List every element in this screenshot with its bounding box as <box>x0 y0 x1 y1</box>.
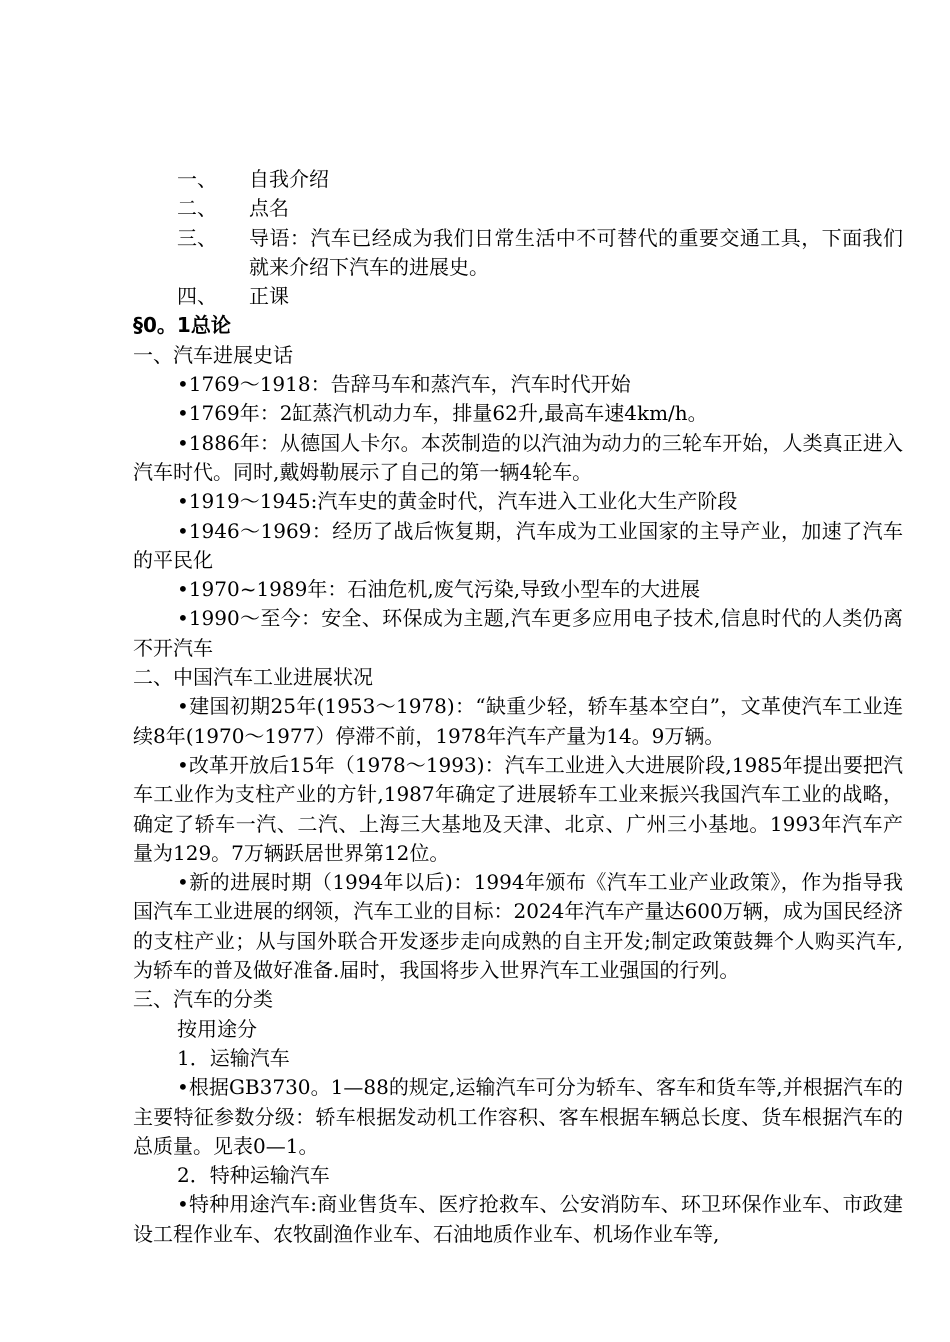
intro-item-number: 二、 <box>177 196 217 221</box>
china-bullet: •改革开放后15年（1978～1993)：汽车工业进入大进展阶段,1985年提出要把汽车工业作为支柱产业的方针,1987年确定了进展轿车工业来振兴我国汽车工业的战略，确定了轿车一汽、二汽、上海三大基地及天津、北京、广州三小基地。1993年汽车产量为129。7万辆跃居世界第12位。 <box>133 752 903 865</box>
intro-item-number: 三、 <box>177 225 217 250</box>
part2-heading: 二、中国汽车工业进展状况 <box>133 665 373 690</box>
history-bullet: •1946～1969：经历了战后恢复期，汽车成为工业国家的主导产业，加速了汽车的平民化 <box>133 518 903 572</box>
transport-vehicle-bullet: •根据GB3730。1—88的规定,运输汽车可分为轿车、客车和货车等,并根据汽车的主要特征参数分级：轿车根据发动机工作容积、客车根据车辆总长度、货车根据汽车的总质量。见表0—1。 <box>133 1075 903 1158</box>
history-bullet: •1919～1945:汽车史的黄金时代，汽车进入工业化大生产阶段 <box>177 489 738 514</box>
special-vehicle-bullet: •特种用途汽车:商业售货车、医疗抢救车、公安消防车、环卫环保作业车、市政建设工程作业车、农牧副渔作业车、石油地质作业车、机场作业车等, <box>133 1192 903 1246</box>
intro-item <box>133 282 903 311</box>
intro-item <box>133 224 903 283</box>
history-bullet: •1769年：2缸蒸汽机动力车，排量62升,最高车速4km/h。 <box>177 401 708 426</box>
intro-item-text: 导语：汽车已经成为我们日常生活中不可替代的重要交通工具，下面我们就来介绍下汽车的进展史。 <box>249 225 903 279</box>
part1-heading: 一、汽车进展史话 <box>133 342 293 367</box>
intro-item-text: 点名 <box>249 196 289 221</box>
china-bullet: •新的进展时期（1994年以后)：1994年颁布《汽车工业产业政策》，作为指导我国汽车工业进展的纲领，汽车工业的目标：2024年汽车产量达600万辆，成为国民经济的支柱产业；从与国外联合开发逐步走向成熟的自主开发;制定政策鼓舞个人购买汽车,为轿车的普及做好准备.届时，我国将步入世界汽车工业强国的行列。 <box>133 870 903 983</box>
classification-subheading: 按用途分 <box>177 1016 257 1041</box>
document-body <box>133 165 903 1249</box>
china-bullet: •建国初期25年(1953～1978)：“缺重少轻，轿车基本空白”，文革使汽车工业连续8年(1970～1977）停滞不前，1978年汽车产量为14。9万辆。 <box>133 694 903 748</box>
intro-item-number: 四、 <box>177 284 217 309</box>
intro-item-text: 正课 <box>249 284 289 309</box>
history-bullet: •1886年：从德国人卡尔。本茨制造的以汽油为动力的三轮车开始，人类真正进入汽车时代。同时,戴姆勒展示了自己的第一辆4轮车。 <box>133 430 903 484</box>
history-bullet: •1769～1918：告辞马车和蒸汽车，汽车时代开始 <box>177 372 631 397</box>
section-title: §0。1总论 <box>133 313 231 338</box>
intro-item <box>133 194 903 223</box>
history-bullet: •1970~1989年：石油危机,废气污染,导致小型车的大进展 <box>177 577 701 602</box>
intro-item-text: 自我介绍 <box>249 167 329 191</box>
intro-item-number: 一、 <box>177 167 217 191</box>
history-bullet: •1990～至今：安全、环保成为主题,汽车更多应用电子技术,信息时代的人类仍离不开汽车 <box>133 606 903 660</box>
part3-heading: 三、汽车的分类 <box>133 987 273 1012</box>
transport-vehicle-title: 1．运输汽车 <box>177 1045 290 1070</box>
special-vehicle-title: 2．特种运输汽车 <box>177 1163 330 1188</box>
intro-item <box>133 165 903 194</box>
